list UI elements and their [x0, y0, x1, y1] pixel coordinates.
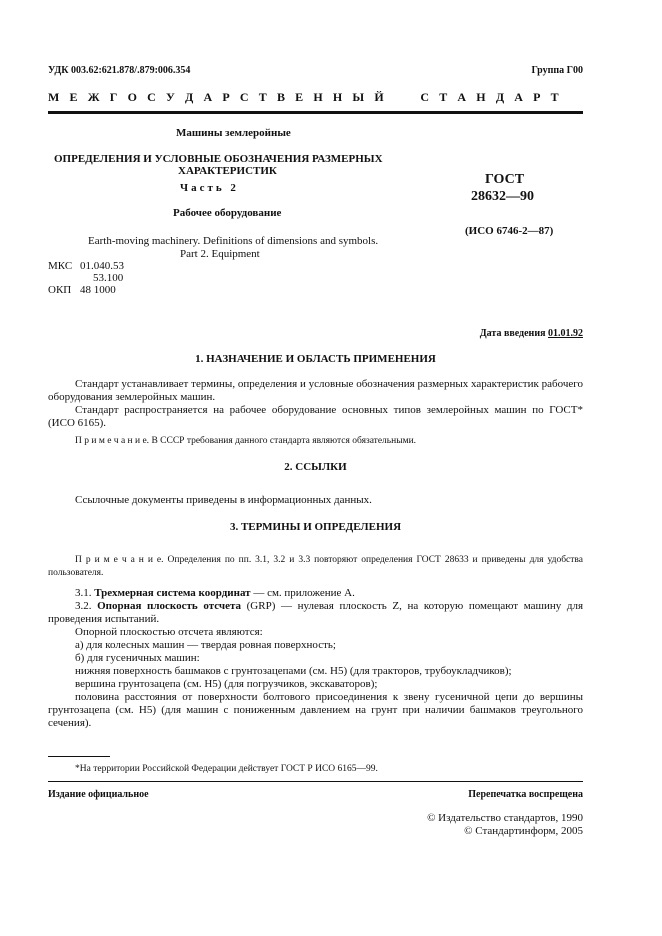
standard-type: М Е Ж Г О С У Д А Р С Т В Е Н Н Ы Й С Т А Н Д А Р Т: [48, 90, 563, 104]
category: Машины землеройные: [176, 127, 291, 139]
term: Опорная плоскость отсчета: [97, 600, 242, 612]
note-label: П р и м е ч а н и е.: [75, 436, 150, 446]
section2-p1: Ссылочные документы приведены в информационных данных.: [75, 494, 372, 506]
item-3-1: [48, 587, 583, 600]
copyright-2: © Стандартинформ, 2005: [464, 825, 583, 837]
english-title: Earth-moving machinery. Definitions of dimensions and symbols.: [88, 235, 379, 247]
iso-number: (ИСО 6746-2—87): [465, 225, 554, 237]
mks-code-2: 53.100: [93, 272, 124, 284]
english-part: Part 2. Equipment: [180, 248, 260, 260]
date-label: Дата введения: [479, 328, 546, 339]
okp-label: ОКП: [48, 284, 72, 296]
group-code: Группа Г00: [531, 65, 583, 76]
section1-note: [48, 435, 583, 448]
list-line: вершина грунтозацепа (см. Н5) (для погрузчиков, экскаваторов);: [75, 678, 378, 690]
note-label: П р и м е ч а н и е.: [75, 555, 164, 565]
reprint-label: Перепечатка воспрещена: [468, 789, 583, 800]
copyright-1: © Издательство стандартов, 1990: [427, 812, 583, 824]
note-text: В СССР требования данного стандарта являются обязательными.: [151, 436, 417, 446]
effective-date: [480, 327, 583, 340]
date-value: 01.01.92: [548, 328, 583, 339]
list-line: Опорной плоскостью отсчета являются:: [75, 626, 263, 638]
okp-code: 48 1000: [80, 284, 116, 296]
title-line2: ХАРАКТЕРИСТИК: [178, 165, 277, 177]
note-text: Определения по пп. 3.1, 3.2 и 3.3 повторяют определения ГОСТ 28633 и приведены для удобства пользователя.: [48, 555, 584, 578]
title-line1: ОПРЕДЕЛЕНИЯ И УСЛОВНЫЕ ОБОЗНАЧЕНИЯ РАЗМЕРНЫХ: [54, 153, 383, 165]
footnote-rule: [48, 756, 110, 757]
section1-p2: Стандарт распространяется на рабочее оборудование основных типов землеройных машин по ГОСТ* (ИСО 6165).: [48, 404, 583, 429]
definition: — см. приложение А.: [250, 587, 355, 599]
section1-p1: Стандарт устанавливает термины, определения и условные обозначения размерных характеристик рабочего оборудования землеройных машин.: [48, 378, 583, 403]
list-line: нижняя поверхность башмаков с грунтозацепами (см. Н5) (для тракторов, трубоукладчиков);: [75, 665, 512, 677]
part-label: Часть 2: [180, 182, 239, 194]
gost-number: 28632—90: [471, 189, 534, 204]
section3-heading: 3. ТЕРМИНЫ И ОПРЕДЕЛЕНИЯ: [229, 521, 402, 533]
item-number: 3.2.: [75, 600, 92, 612]
item-3-2: [48, 600, 583, 626]
item-number: 3.1.: [75, 587, 92, 599]
term: Трехмерная система координат: [94, 587, 251, 599]
subtitle: Рабочее оборудование: [173, 207, 282, 219]
definition: (GRP) — нулевая плоскость Z, на которую помещают машину для проведения испытаний.: [48, 600, 584, 625]
section1-heading: 1. НАЗНАЧЕНИЕ И ОБЛАСТЬ ПРИМЕНЕНИЯ: [195, 353, 436, 365]
list-line: а) для колесных машин — твердая ровная поверхность;: [75, 639, 336, 651]
mks-label: МКС: [48, 260, 73, 272]
udk-code: УДК 003.62:621.878/.879:006.354: [48, 65, 191, 76]
list-line: половина расстояния от поверхности болтового присоединения к звену гусеничной цепи до вершины грунтозацепа (см. Н5) (для машин с пониженным давлением на грунт при наличии башмаков треугольного сечения).: [48, 691, 583, 729]
gost-label: ГОСТ: [485, 172, 525, 187]
section2-heading: 2. ССЫЛКИ: [284, 461, 347, 473]
edition-label: Издание официальное: [48, 789, 149, 800]
footnote: *На территории Российской Федерации действует ГОСТ Р ИСО 6165—99.: [75, 764, 378, 774]
footer-rule: [48, 781, 583, 782]
mks-code-1: 01.040.53: [80, 260, 124, 272]
list-line: б) для гусеничных машин:: [75, 652, 200, 664]
header-rule: [48, 111, 583, 114]
section3-note: [48, 554, 583, 580]
